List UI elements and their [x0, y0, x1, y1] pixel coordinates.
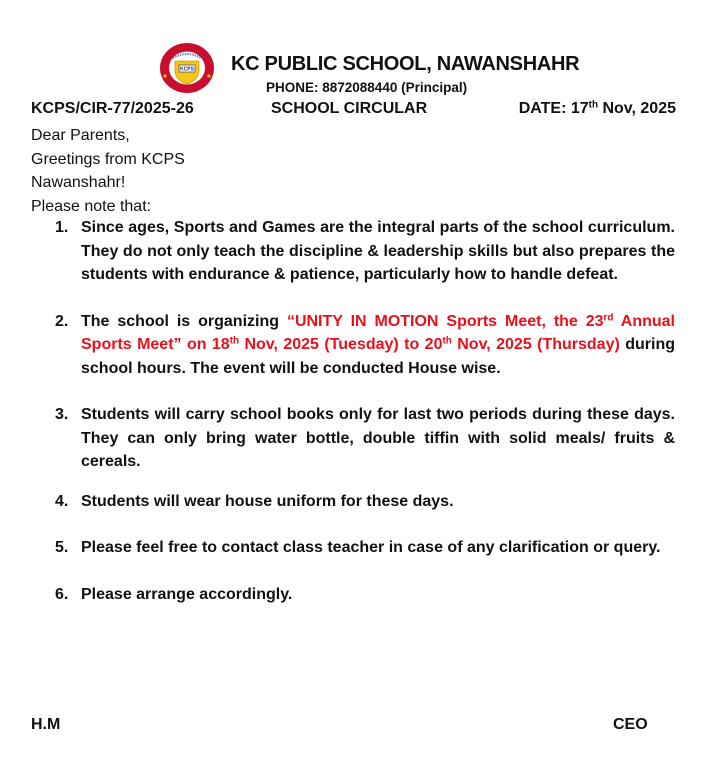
- list-item: [31, 403, 675, 474]
- list-item: [31, 216, 675, 287]
- circular-reference-row: [31, 100, 676, 122]
- svg-text:KCPS: KCPS: [180, 66, 194, 73]
- school-name: KC PUBLIC SCHOOL, NAWANSHAHR: [231, 53, 580, 75]
- item-text: Students will wear house uniform for these days.: [81, 492, 454, 510]
- item-number: 4.: [55, 492, 69, 510]
- item-text: Since ages, Sports and Games are the integral parts of the school curriculum. They do not only teach the discipline & leadership skills but also prepares the students with endurance & patience, particularly how to handle defeat.: [81, 219, 675, 283]
- greeting-line: Greetings from KCPS: [31, 150, 185, 168]
- circular-title: SCHOOL CIRCULAR: [271, 100, 428, 117]
- intro-line: Please note that:: [31, 197, 152, 215]
- item-number: 5.: [55, 539, 69, 556]
- phone-number: PHONE: 8872088440 (Principal): [266, 80, 468, 95]
- item-number: 2.: [55, 312, 69, 330]
- item-text: The school is organizing: [81, 312, 287, 330]
- signature-head-mistress: H.M: [31, 716, 61, 733]
- list-item: [31, 583, 675, 607]
- item-number: 6.: [55, 585, 69, 603]
- item-text: Students will carry school books only for last two periods during these days. They can only bring water bottle, double tiffin with solid meals/ fruits & cereals.: [81, 406, 675, 470]
- salutation: Dear Parents,: [31, 127, 130, 144]
- circular-date: DATE: 17th Nov, 2025: [518, 99, 676, 117]
- item-number: 1.: [55, 219, 69, 236]
- item-text: Please feel free to contact class teacher in case of any clarification or query.: [81, 539, 661, 556]
- circular-points-list: [31, 216, 675, 606]
- school-crest-logo-icon: [159, 42, 215, 94]
- list-item: [31, 490, 675, 514]
- greeting-block: [31, 124, 185, 218]
- signature-ceo: CEO: [613, 716, 648, 733]
- list-item: [31, 536, 675, 560]
- item-text: Please arrange accordingly.: [81, 585, 293, 603]
- list-item: [31, 310, 675, 381]
- item-number: 3.: [55, 406, 69, 423]
- greeting-line: Nawanshahr!: [31, 174, 126, 191]
- item-text: during school hours. The event will be conducted House wise.: [81, 336, 675, 377]
- event-highlight: “UNITY IN MOTION Sports Meet, the 23rd Annual Sports Meet” on 18th Nov, 2025 (Tuesday) to 20th Nov, 2025 (Thursday): [81, 312, 676, 353]
- circular-reference-number: KCPS/CIR-77/2025-26: [31, 100, 194, 117]
